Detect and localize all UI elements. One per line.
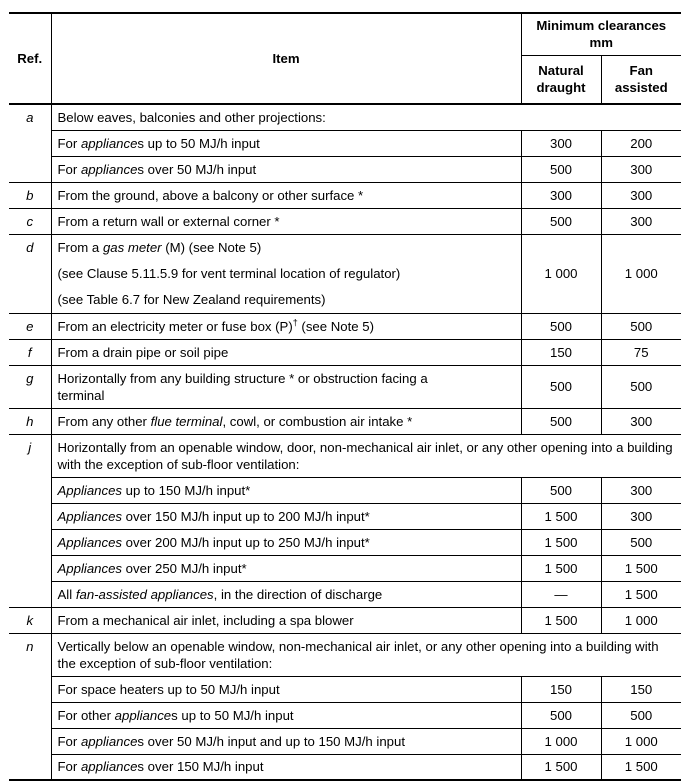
item-cell: For appliances over 50 MJ/h input and up to 150 MJ/h input: [51, 728, 521, 754]
fan-value: 500: [601, 702, 681, 728]
item-cell: From an electricity meter or fuse box (P)† (see Note 5): [51, 313, 521, 339]
fan-value: 300: [601, 408, 681, 434]
fan-assisted-header: Fan assisted: [601, 55, 681, 104]
table-row: [9, 434, 681, 477]
natural-value: 500: [521, 208, 601, 234]
item-cell: From the ground, above a balcony or other surface *: [51, 182, 521, 208]
item-cell: For appliances up to 50 MJ/h input: [51, 130, 521, 156]
item-cell: For other appliances up to 50 MJ/h input: [51, 702, 521, 728]
ref-header: Ref.: [17, 51, 43, 66]
fan-value: 300: [601, 503, 681, 529]
table-row: [9, 477, 681, 503]
clearances-table-wrapper: [9, 12, 681, 781]
natural-value: 500: [521, 156, 601, 182]
natural-value: 300: [521, 130, 601, 156]
ref-cell: n: [26, 638, 34, 654]
fan-value: 75: [601, 339, 681, 365]
table-row: [9, 702, 681, 728]
natural-value: 1 000: [521, 728, 601, 754]
fan-value: 1 000: [601, 728, 681, 754]
item-header: Item: [51, 13, 521, 104]
item-cell: From a drain pipe or soil pipe: [51, 339, 521, 365]
table-row: [9, 754, 681, 780]
ref-cell: k: [26, 612, 34, 628]
table-row: [9, 728, 681, 754]
table-row: [9, 607, 681, 633]
natural-value: —: [521, 581, 601, 607]
fan-value: 500: [601, 313, 681, 339]
clearances-title: Minimum clearances: [536, 18, 667, 34]
fan-value: 300: [601, 477, 681, 503]
natural-value: 1 500: [521, 607, 601, 633]
table-row: [9, 633, 681, 676]
dagger-mark: †: [292, 317, 298, 328]
natural-value: 150: [521, 339, 601, 365]
item-cell: For space heaters up to 50 MJ/h input: [51, 676, 521, 702]
clearances-unit: mm: [589, 35, 613, 51]
ref-cell: d: [26, 239, 34, 255]
natural-draught-header: Natural draught: [521, 55, 601, 104]
table-row: [9, 581, 681, 607]
natural-value: 1 500: [521, 529, 601, 555]
item-cell: Appliances up to 150 MJ/h input*: [51, 477, 521, 503]
fan-value: 300: [601, 208, 681, 234]
natural-value: 1 000: [521, 234, 601, 313]
item-cell: From a mechanical air inlet, including a spa blower: [51, 607, 521, 633]
table-row: [9, 313, 681, 339]
table-row: [9, 104, 681, 130]
clearances-header: [521, 13, 681, 55]
table-row: [9, 130, 681, 156]
ref-cell: j: [28, 439, 32, 455]
natural-value: 500: [521, 313, 601, 339]
fan-value: 150: [601, 676, 681, 702]
item-cell: Appliances over 150 MJ/h input up to 200 MJ/h input*: [51, 503, 521, 529]
item-cell: From any other flue terminal, cowl, or combustion air intake *: [51, 408, 521, 434]
item-cell: For appliances over 150 MJ/h input: [51, 754, 521, 780]
item-cell: For appliances over 50 MJ/h input: [51, 156, 521, 182]
table-row: [9, 529, 681, 555]
fan-value: 1 500: [601, 581, 681, 607]
table-row: [9, 208, 681, 234]
fan-value: 1 000: [601, 607, 681, 633]
fan-value: 200: [601, 130, 681, 156]
natural-value: 500: [521, 702, 601, 728]
natural-value: 1 500: [521, 754, 601, 780]
natural-value: 500: [521, 477, 601, 503]
fan-value: 1 500: [601, 555, 681, 581]
item-heading: Horizontally from an openable window, door, non-mechanical air inlet, or any other opening into a building with the exception of sub-floor ventilation:: [51, 434, 681, 477]
natural-value: 150: [521, 676, 601, 702]
table-row: [9, 339, 681, 365]
ref-cell: b: [26, 187, 34, 203]
natural-value: 500: [521, 408, 601, 434]
fan-value: 300: [601, 156, 681, 182]
table-row: [9, 676, 681, 702]
table-row: [9, 365, 681, 408]
fan-value: 500: [601, 365, 681, 408]
ref-cell: h: [26, 413, 34, 429]
table-row: [9, 234, 681, 313]
table-row: [9, 182, 681, 208]
natural-value: 1 500: [521, 555, 601, 581]
ref-cell: e: [26, 318, 34, 334]
natural-value: 1 500: [521, 503, 601, 529]
item-cell: Appliances over 200 MJ/h input up to 250 MJ/h input*: [51, 529, 521, 555]
fan-value: 300: [601, 182, 681, 208]
ref-cell: a: [26, 110, 34, 125]
ref-cell: f: [27, 344, 32, 360]
table-row: [9, 555, 681, 581]
table-row: [9, 408, 681, 434]
item-cell: Appliances over 250 MJ/h input*: [51, 555, 521, 581]
item-cell: From a gas meter (M) (see Note 5) (see Clause 5.11.5.9 for vent terminal location of regulator) (see Table 6.7 for New Zealand requirements): [51, 234, 521, 313]
natural-value: 500: [521, 365, 601, 408]
item-cell: All fan-assisted appliances, in the direction of discharge: [51, 581, 521, 607]
fan-value: 500: [601, 529, 681, 555]
item-heading: Below eaves, balconies and other projections:: [51, 104, 681, 130]
table-row: [9, 503, 681, 529]
ref-cell: g: [26, 370, 34, 386]
item-cell: From a return wall or external corner *: [51, 208, 521, 234]
natural-value: 300: [521, 182, 601, 208]
item-heading: Vertically below an openable window, non-mechanical air inlet, or any other opening into a building with the exception of sub-floor ventilation:: [51, 633, 681, 676]
fan-value: 1 000: [601, 234, 681, 313]
item-cell: Horizontally from any building structure * or obstruction facing a terminal: [51, 365, 521, 408]
fan-value: 1 500: [601, 754, 681, 780]
ref-cell: c: [26, 213, 34, 229]
clearances-table: [9, 12, 681, 781]
table-row: [9, 156, 681, 182]
